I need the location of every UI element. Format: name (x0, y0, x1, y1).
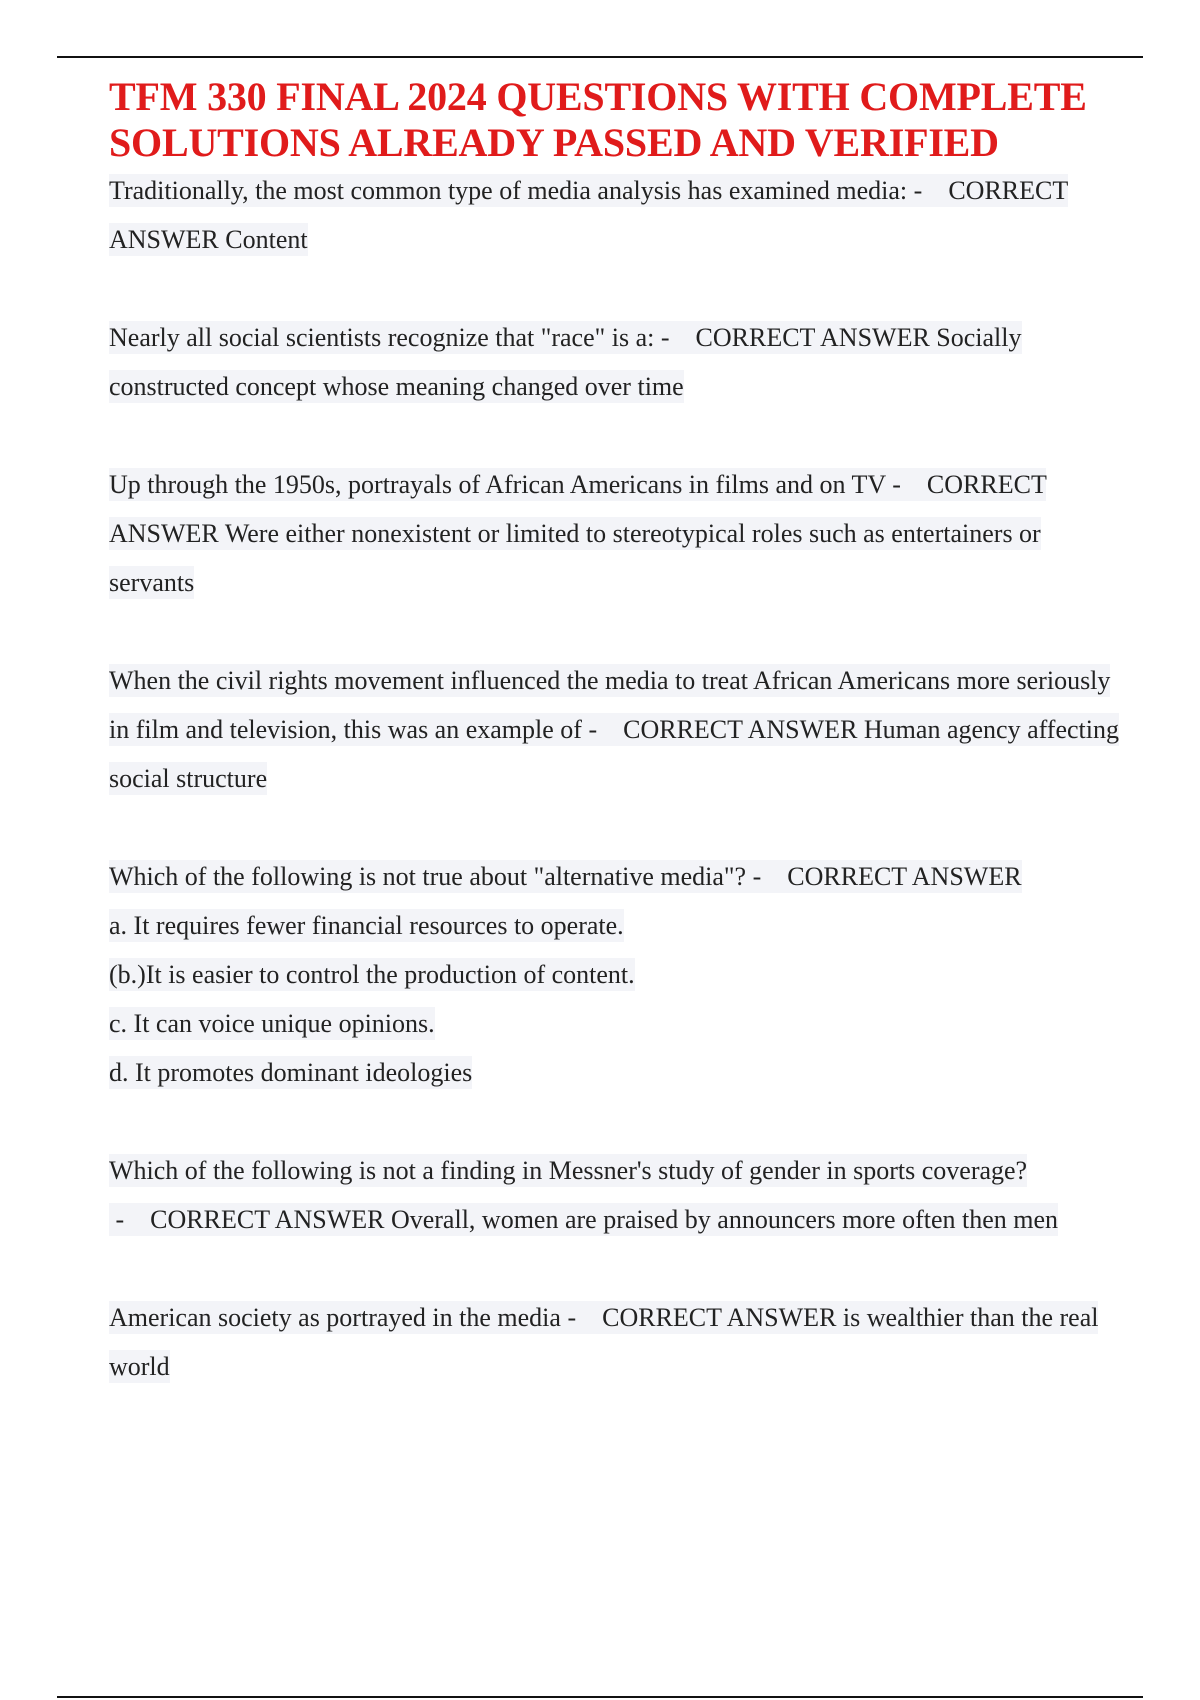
answer-option: (b.)It is easier to control the production of content. (109, 960, 635, 989)
qa-item (109, 1146, 1129, 1244)
separator: - (746, 862, 788, 891)
answer-label: CORRECT ANSWER (109, 470, 1047, 548)
question-line (109, 852, 1129, 901)
question-text: American society as portrayed in the media (109, 1303, 561, 1332)
answer-label: CORRECT ANSWER (787, 862, 1022, 891)
qa-item (109, 852, 1129, 1097)
answer-text: Were either nonexistent or limited to stereotypical roles such as entertainers or servants (109, 519, 1041, 597)
answer-text: Socially constructed concept whose meaning changed over time (109, 323, 1022, 401)
separator: - (907, 176, 949, 205)
answer-label: CORRECT ANSWER (150, 1205, 385, 1234)
answer-text: Overall, women are praised by announcers more often then men (390, 1205, 1059, 1234)
document-body (109, 74, 1129, 1391)
answer-label: CORRECT ANSWER (602, 1303, 837, 1332)
answer-label: CORRECT ANSWER (109, 176, 1068, 254)
answer-option: d. It promotes dominant ideologies (109, 1058, 473, 1087)
question-text: Which of the following is not a finding in Messner's study of gender in sports coverage? (109, 1156, 1028, 1185)
separator: - (109, 1205, 151, 1234)
separator: - (654, 323, 696, 352)
separator: - (581, 715, 624, 744)
answer-option: a. It requires fewer financial resources to operate. (109, 911, 624, 940)
qa-item (109, 460, 1129, 607)
question-text: Which of the following is not true about "alternative media"? (109, 862, 747, 891)
question-text: Up through the 1950s, portrayals of African Americans in films and on TV (109, 470, 886, 499)
question-text: Traditionally, the most common type of media analysis has examined media: (109, 176, 908, 205)
bottom-rule (57, 1696, 1143, 1698)
answer-label: CORRECT ANSWER (623, 715, 858, 744)
answer-text: is wealthier than the real world (109, 1303, 1099, 1381)
answer-option: c. It can voice unique opinions. (109, 1009, 435, 1038)
answer-label: CORRECT ANSWER (695, 323, 930, 352)
document-title: TFM 330 FINAL 2024 QUESTIONS WITH COMPLETE SOLUTIONS ALREADY PASSED AND VERIFIED (109, 74, 1087, 165)
separator: - (885, 470, 927, 499)
qa-item (109, 656, 1129, 803)
question-text: Nearly all social scientists recognize that "race" is a: (109, 323, 655, 352)
qa-item (109, 313, 1129, 411)
qa-item (109, 166, 1129, 264)
answer-text: Human agency affecting social structure (109, 715, 1119, 793)
qa-item (109, 1293, 1129, 1391)
top-rule (57, 56, 1143, 58)
separator: - (560, 1303, 603, 1332)
question-text: When the civil rights movement influenced the media to treat African Americans more seriously in film and television, this was an example of (109, 666, 1111, 744)
answer-text: Content (225, 225, 308, 254)
